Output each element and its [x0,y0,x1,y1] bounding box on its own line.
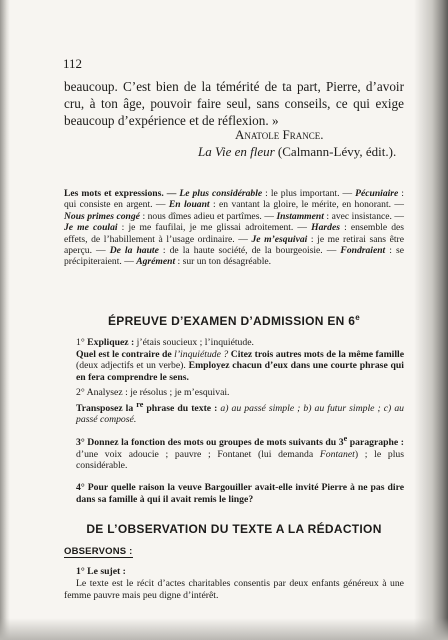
exercise-question: Donnez la fonction des mots ou groupes de mots suivants du 3 [87,437,344,449]
vocab-definition: : avec insistance. — [326,210,405,222]
exercise-3 [64,433,404,472]
exercise-sup: e [343,434,348,443]
exercise-text: ) ; le plus considérable. [76,448,405,472]
vocab-definition: : sur un ton désagréable. [177,256,272,268]
exercise-text: d’une voix adoucie ; pauvre ; Fontanet (lui demanda [76,448,314,460]
exercise-1-line [64,337,404,349]
observons-label: OBSERVONS : [64,546,133,557]
quote-source [198,144,396,160]
vocab-definition: : je me faufilai, je me glissai adroitement. — [121,222,308,234]
exercise-italic-word: Fontanet [319,448,355,460]
exercise-text: (deux adjectifs et un verbe). [76,360,186,372]
vocab-definition: : le plus important. — [265,188,353,199]
exercise-4 [64,482,404,505]
vocab-definition: : en vantant la gloire, le mérite, en honorant. — [212,199,404,211]
exercise-text: a) au passé simple ; b) au futur simple ; c) au passé composé. [76,402,405,426]
observation-heading: DE L’OBSERVATION DU TEXTE A LA RÉDACTION [86,522,382,536]
exercise-question: Quel est le contraire de [76,348,172,360]
vocab-definition: : se précipiteraient. — [64,245,404,268]
exercise-1-question [64,349,404,384]
exercise-text: j’étais soucieux ; l’inquiétude. [136,337,254,348]
vocab-term: Hardes [311,222,340,234]
vocab-term: De la haute [109,245,159,257]
vocab-term: Je me coulai [64,222,118,234]
vocab-term: Pécuniaire [355,188,399,199]
vocab-term: Je m’esquivai [251,233,308,245]
exercise-question: paragraphe : [349,437,405,449]
exercise-2-line [64,387,404,399]
vocab-term: Agrément [136,256,176,268]
exam-heading-sup: e [355,313,361,322]
vocab-definition: : ensemble des effets, de l’habillement à l’usage ordinaire. — [64,222,404,245]
exam-heading [64,313,404,328]
quote-author [235,127,323,143]
vocab-definition: : nous dîmes adieu et partîmes. — [142,210,274,222]
exercise-number: 2° [76,387,85,398]
sujet-heading: 1° Le sujet : [76,566,126,577]
quote-paragraph: beaucoup. C’est bien de la témérité de ta part, Pierre, d’avoir cru, à ton âge, pouvoir faire seul, sans conseils, ce qui exige beaucoup d’expérience et de réflexion. » [64,79,404,128]
vocab-term: Fondraient [340,245,386,257]
exam-heading-text: ÉPREUVE D’EXAMEN D’ADMISSION EN 6 [107,314,356,328]
exercise-question: Employez chacun d’eux dans une courte phrase qui en fera comprendre le sens. [76,360,404,383]
vocabulary-block [64,188,404,268]
exercise-question: Transposez la [76,402,134,414]
exercise-number: 1° [76,337,85,348]
exercise-4-question [64,482,404,505]
exercise-sup: re [136,399,144,409]
exercise-2-question [64,399,404,426]
page-number: 112 [63,56,83,71]
vocabulary-heading: Les mots et expressions. — [64,188,177,199]
publisher: (Calmann-Lévy, édit.). [277,144,397,159]
vocab-definition: : je me retirai sans être aperçu. — [64,233,404,257]
exercise-question: phrase du texte : [146,402,218,414]
vocab-term: Le plus considérable [179,188,263,199]
exercise-number: 4° [76,482,85,493]
vocab-definition: : qui consiste en argent. — [64,188,404,211]
exercise-label: Analysez : [86,387,128,398]
exercise-3-question [64,433,404,472]
exercise-2 [64,387,404,426]
exercise-italic-word: l’inquiétude ? [174,348,229,360]
vocab-term: En louant [168,199,210,211]
vocab-term: Nous primes congé [64,210,140,222]
exercise-label: Expliquez : [87,337,135,348]
exercise-question: Pour quelle raison la veuve Bargouiller avait-elle invité Pierre à ne pas dire dans sa famille à qui il avait remis le linge? [76,482,404,505]
book-title: La Vie en fleur [198,144,275,159]
vocab-definition: : de la haute société, de la bourgeoisie. — [162,245,337,257]
exercise-question: Citez trois autres mots de la même famille [230,348,405,360]
author-name: Anatole France. [235,127,324,142]
exercise-number: 3° [76,437,85,449]
sujet-text: Le texte est le récit d’actes charitables consentis par deux enfants généreux à une femme pauvre mais peu digne d’intérêt. [64,578,404,601]
exercise-text: je résolus ; je m’esquivai. [130,387,230,398]
vocab-term: Instamment [276,210,324,222]
exercise-1 [64,337,404,383]
